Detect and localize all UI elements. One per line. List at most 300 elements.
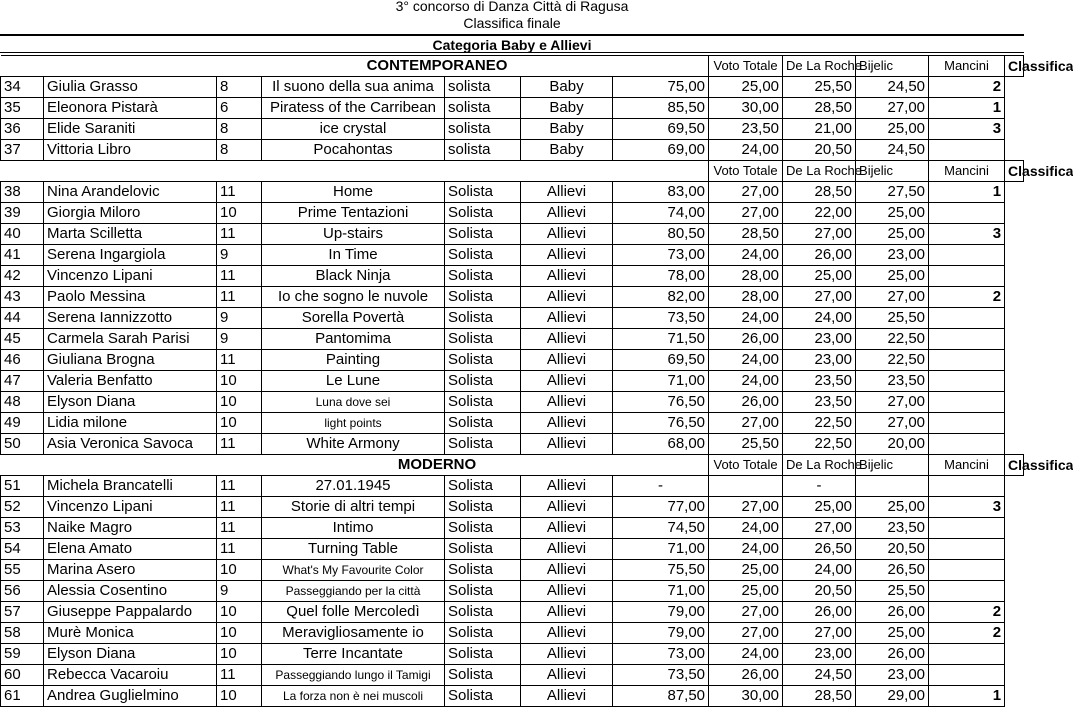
score-total: 78,00 — [613, 266, 709, 287]
piece-title: White Armony — [262, 434, 445, 455]
performance-type: Solista — [445, 539, 521, 560]
ranking — [929, 665, 1005, 686]
score-total: 82,00 — [613, 287, 709, 308]
score-total: 77,00 — [613, 497, 709, 518]
entry-number: 48 — [1, 392, 44, 413]
entry-number: 60 — [1, 665, 44, 686]
entry-number: 44 — [1, 308, 44, 329]
ranking — [929, 560, 1005, 581]
score-de-la-roche: 28,00 — [709, 287, 783, 308]
performance-type: Solista — [445, 560, 521, 581]
dancer-age: 11 — [217, 287, 262, 308]
piece-title: Il suono della sua anima — [262, 77, 445, 98]
score-mancini: 22,50 — [856, 350, 929, 371]
dancer-name: Lidia milone — [44, 413, 217, 434]
age-category: Allievi — [521, 308, 613, 329]
performance-type: Solista — [445, 497, 521, 518]
header-mancini: Mancini — [929, 56, 1005, 77]
dancer-age: 8 — [217, 140, 262, 161]
header-voto-totale: Voto Totale — [709, 161, 783, 182]
table-row — [1, 371, 1024, 392]
table-row — [1, 203, 1024, 224]
piece-title: Home — [262, 182, 445, 203]
dancer-name: Andrea Guglielmino — [44, 686, 217, 707]
score-de-la-roche: 26,00 — [709, 392, 783, 413]
ranking — [929, 581, 1005, 602]
ranking — [929, 140, 1005, 161]
table-row — [1, 392, 1024, 413]
table-row — [1, 581, 1024, 602]
section-header-row — [1, 56, 1024, 77]
ranking: 2 — [929, 602, 1005, 623]
score-bijelic: 27,00 — [783, 287, 856, 308]
piece-title: Pocahontas — [262, 140, 445, 161]
piece-title: Le Lune — [262, 371, 445, 392]
score-mancini: 25,00 — [856, 497, 929, 518]
performance-type: Solista — [445, 203, 521, 224]
score-de-la-roche: 25,00 — [709, 560, 783, 581]
score-bijelic: 27,00 — [783, 623, 856, 644]
score-mancini: 23,00 — [856, 245, 929, 266]
ranking: 3 — [929, 497, 1005, 518]
score-bijelic: 21,00 — [783, 119, 856, 140]
score-bijelic: 25,00 — [783, 266, 856, 287]
entry-number: 40 — [1, 224, 44, 245]
header-classifica: Classifica — [1005, 56, 1024, 77]
performance-type: Solista — [445, 518, 521, 539]
score-de-la-roche: 27,00 — [709, 203, 783, 224]
score-mancini: 27,00 — [856, 413, 929, 434]
entry-number: 43 — [1, 287, 44, 308]
score-total: 74,50 — [613, 518, 709, 539]
score-bijelic: 22,00 — [783, 203, 856, 224]
score-mancini — [856, 476, 929, 497]
dancer-name: Giorgia Miloro — [44, 203, 217, 224]
piece-title: La forza non è nei muscoli — [262, 686, 445, 707]
score-de-la-roche: 30,00 — [709, 98, 783, 119]
header-voto-totale: Voto Totale — [709, 56, 783, 77]
score-total: 79,00 — [613, 602, 709, 623]
ranking — [929, 329, 1005, 350]
score-bijelic: - — [783, 476, 856, 497]
dancer-age: 6 — [217, 98, 262, 119]
category-header: Categoria Baby e Allievi — [0, 34, 1024, 53]
ranking: 1 — [929, 182, 1005, 203]
table-row — [1, 350, 1024, 371]
entry-number: 61 — [1, 686, 44, 707]
entry-number: 58 — [1, 623, 44, 644]
dancer-name: Carmela Sarah Parisi — [44, 329, 217, 350]
score-total: 68,00 — [613, 434, 709, 455]
piece-title: What's My Favourite Color — [262, 560, 445, 581]
score-mancini: 27,00 — [856, 98, 929, 119]
dancer-name: Marina Asero — [44, 560, 217, 581]
piece-title: Terre Incantate — [262, 644, 445, 665]
score-bijelic: 24,00 — [783, 560, 856, 581]
entry-number: 59 — [1, 644, 44, 665]
dancer-age: 11 — [217, 224, 262, 245]
score-de-la-roche: 26,00 — [709, 665, 783, 686]
performance-type: Solista — [445, 623, 521, 644]
entry-number: 39 — [1, 203, 44, 224]
entry-number: 35 — [1, 98, 44, 119]
performance-type: Solista — [445, 287, 521, 308]
performance-type: Solista — [445, 644, 521, 665]
score-de-la-roche: 28,00 — [709, 266, 783, 287]
table-row — [1, 602, 1024, 623]
score-bijelic: 28,50 — [783, 182, 856, 203]
age-category: Allievi — [521, 287, 613, 308]
table-row — [1, 308, 1024, 329]
document-title: 3° concorso di Danza Città di Ragusa — [395, 0, 629, 14]
header-bijelic: Bijelic — [856, 161, 929, 182]
score-total: 83,00 — [613, 182, 709, 203]
score-mancini: 27,00 — [856, 392, 929, 413]
entry-number: 38 — [1, 182, 44, 203]
performance-type: Solista — [445, 224, 521, 245]
ranking — [929, 518, 1005, 539]
age-category: Allievi — [521, 560, 613, 581]
score-bijelic: 24,50 — [783, 665, 856, 686]
dancer-age: 11 — [217, 518, 262, 539]
age-category: Baby — [521, 98, 613, 119]
score-bijelic: 25,50 — [783, 77, 856, 98]
section-spacer — [1, 161, 262, 182]
ranking — [929, 539, 1005, 560]
dancer-name: Giulia Grasso — [44, 77, 217, 98]
ranking: 2 — [929, 623, 1005, 644]
score-de-la-roche: 27,00 — [709, 623, 783, 644]
piece-title: Meravigliosamente io — [262, 623, 445, 644]
score-bijelic: 28,50 — [783, 686, 856, 707]
piece-title: In Time — [262, 245, 445, 266]
age-category: Allievi — [521, 245, 613, 266]
score-total: - — [613, 476, 709, 497]
score-de-la-roche: 25,00 — [709, 77, 783, 98]
table-row — [1, 476, 1024, 497]
dancer-name: Valeria Benfatto — [44, 371, 217, 392]
piece-title: Passeggiando lungo il Tamigi — [262, 665, 445, 686]
piece-title: Storie di altri tempi — [262, 497, 445, 518]
age-category: Allievi — [521, 665, 613, 686]
ranking — [929, 266, 1005, 287]
score-bijelic: 20,50 — [783, 581, 856, 602]
score-total: 73,00 — [613, 245, 709, 266]
age-category: Baby — [521, 119, 613, 140]
score-total: 76,50 — [613, 392, 709, 413]
score-bijelic: 22,50 — [783, 434, 856, 455]
piece-title: Piratess of the Carribean — [262, 98, 445, 119]
table-row — [1, 413, 1024, 434]
dancer-name: Nina Arandelovic — [44, 182, 217, 203]
entry-number: 52 — [1, 497, 44, 518]
dancer-age: 10 — [217, 371, 262, 392]
score-bijelic: 20,50 — [783, 140, 856, 161]
entry-number: 50 — [1, 434, 44, 455]
dancer-age: 9 — [217, 245, 262, 266]
piece-title: Black Ninja — [262, 266, 445, 287]
score-bijelic: 27,00 — [783, 224, 856, 245]
score-de-la-roche: 24,00 — [709, 245, 783, 266]
entry-number: 42 — [1, 266, 44, 287]
dancer-name: Vincenzo Lipani — [44, 266, 217, 287]
table-row — [1, 644, 1024, 665]
score-total: 71,50 — [613, 329, 709, 350]
table-row — [1, 77, 1024, 98]
dancer-age: 9 — [217, 308, 262, 329]
score-de-la-roche: 24,00 — [709, 518, 783, 539]
dancer-age: 10 — [217, 203, 262, 224]
dancer-name: Serena Ingargiola — [44, 245, 217, 266]
dancer-age: 11 — [217, 497, 262, 518]
performance-type: Solista — [445, 182, 521, 203]
header-bijelic: Bijelic — [856, 455, 929, 476]
score-bijelic: 23,00 — [783, 644, 856, 665]
dancer-name: Elyson Diana — [44, 392, 217, 413]
age-category: Allievi — [521, 539, 613, 560]
table-row — [1, 224, 1024, 245]
performance-type: Solista — [445, 686, 521, 707]
entry-number: 57 — [1, 602, 44, 623]
ranking: 3 — [929, 119, 1005, 140]
score-de-la-roche: 23,50 — [709, 119, 783, 140]
performance-type: Solista — [445, 665, 521, 686]
score-total: 85,50 — [613, 98, 709, 119]
dancer-name: Michela Brancatelli — [44, 476, 217, 497]
score-de-la-roche: 24,00 — [709, 350, 783, 371]
score-mancini: 25,00 — [856, 119, 929, 140]
section-spacer — [613, 455, 709, 476]
dancer-age: 9 — [217, 329, 262, 350]
score-de-la-roche: 25,50 — [709, 434, 783, 455]
score-total: 75,50 — [613, 560, 709, 581]
score-mancini: 25,50 — [856, 581, 929, 602]
header-de-la-roche: De La Roche — [783, 161, 856, 182]
dancer-age: 10 — [217, 602, 262, 623]
score-total: 69,00 — [613, 140, 709, 161]
entry-number: 51 — [1, 476, 44, 497]
table-row — [1, 560, 1024, 581]
section-title: CONTEMPORANEO — [262, 56, 613, 77]
age-category: Allievi — [521, 686, 613, 707]
header-bijelic: Bijelic — [856, 56, 929, 77]
dancer-name: Elena Amato — [44, 539, 217, 560]
header-voto-totale: Voto Totale — [709, 455, 783, 476]
ranking: 2 — [929, 77, 1005, 98]
score-bijelic: 26,00 — [783, 602, 856, 623]
score-total: 71,00 — [613, 581, 709, 602]
performance-type: Solista — [445, 413, 521, 434]
score-de-la-roche: 24,00 — [709, 644, 783, 665]
age-category: Allievi — [521, 602, 613, 623]
score-de-la-roche: 27,00 — [709, 602, 783, 623]
age-category: Allievi — [521, 371, 613, 392]
ranking — [929, 644, 1005, 665]
entry-number: 41 — [1, 245, 44, 266]
age-category: Baby — [521, 140, 613, 161]
section-spacer — [613, 56, 709, 77]
header-mancini: Mancini — [929, 161, 1005, 182]
age-category: Allievi — [521, 392, 613, 413]
section-title — [262, 161, 613, 182]
dancer-age: 11 — [217, 539, 262, 560]
ranking: 2 — [929, 287, 1005, 308]
score-bijelic: 24,00 — [783, 308, 856, 329]
header-mancini: Mancini — [929, 455, 1005, 476]
score-mancini: 25,00 — [856, 203, 929, 224]
dancer-age: 11 — [217, 182, 262, 203]
piece-title: light points — [262, 413, 445, 434]
dancer-name: Marta Scilletta — [44, 224, 217, 245]
ranking — [929, 434, 1005, 455]
score-total: 75,00 — [613, 77, 709, 98]
dancer-name: Serena Iannizzotto — [44, 308, 217, 329]
entry-number: 49 — [1, 413, 44, 434]
ranking — [929, 413, 1005, 434]
performance-type: Solista — [445, 266, 521, 287]
piece-title: Pantomima — [262, 329, 445, 350]
performance-type: Solista — [445, 329, 521, 350]
score-de-la-roche: 26,00 — [709, 329, 783, 350]
age-category: Allievi — [521, 476, 613, 497]
entry-number: 54 — [1, 539, 44, 560]
score-de-la-roche: 27,00 — [709, 182, 783, 203]
age-category: Allievi — [521, 497, 613, 518]
ranking — [929, 203, 1005, 224]
score-mancini: 25,50 — [856, 308, 929, 329]
performance-type: solista — [445, 119, 521, 140]
ranking — [929, 476, 1005, 497]
performance-type: solista — [445, 77, 521, 98]
dancer-name: Paolo Messina — [44, 287, 217, 308]
dancer-age: 11 — [217, 476, 262, 497]
dancer-name: Rebecca Vacaroiu — [44, 665, 217, 686]
ranking: 1 — [929, 686, 1005, 707]
table-row — [1, 266, 1024, 287]
table-row — [1, 497, 1024, 518]
age-category: Allievi — [521, 329, 613, 350]
ranking — [929, 371, 1005, 392]
entry-number: 34 — [1, 77, 44, 98]
score-mancini: 24,50 — [856, 77, 929, 98]
score-total: 71,00 — [613, 539, 709, 560]
ranking: 3 — [929, 224, 1005, 245]
entry-number: 37 — [1, 140, 44, 161]
score-total: 73,00 — [613, 644, 709, 665]
section-header-row — [1, 455, 1024, 476]
table-row — [1, 665, 1024, 686]
age-category: Allievi — [521, 350, 613, 371]
performance-type: Solista — [445, 476, 521, 497]
age-category: Allievi — [521, 581, 613, 602]
dancer-age: 10 — [217, 560, 262, 581]
age-category: Allievi — [521, 266, 613, 287]
dancer-age: 10 — [217, 686, 262, 707]
dancer-age: 10 — [217, 644, 262, 665]
score-bijelic: 23,50 — [783, 371, 856, 392]
age-category: Allievi — [521, 644, 613, 665]
table-row — [1, 140, 1024, 161]
results-table-body — [1, 56, 1073, 707]
piece-title: 27.01.1945 — [262, 476, 445, 497]
performance-type: Solista — [445, 308, 521, 329]
score-total: 79,00 — [613, 623, 709, 644]
performance-type: Solista — [445, 350, 521, 371]
piece-title: Prime Tentazioni — [262, 203, 445, 224]
section-spacer — [613, 161, 709, 182]
score-mancini: 26,00 — [856, 602, 929, 623]
dancer-age: 11 — [217, 434, 262, 455]
header-classifica: Classifica — [1005, 455, 1024, 476]
score-total: 73,50 — [613, 665, 709, 686]
table-row — [1, 434, 1024, 455]
table-row — [1, 686, 1024, 707]
piece-title: Intimo — [262, 518, 445, 539]
dancer-name: Giuseppe Pappalardo — [44, 602, 217, 623]
performance-type: solista — [445, 98, 521, 119]
dancer-name: Eleonora Pistarà — [44, 98, 217, 119]
ranking — [929, 308, 1005, 329]
dancer-name: Naike Magro — [44, 518, 217, 539]
entry-number: 53 — [1, 518, 44, 539]
score-total: 87,50 — [613, 686, 709, 707]
score-de-la-roche: 27,00 — [709, 413, 783, 434]
age-category: Allievi — [521, 224, 613, 245]
score-mancini: 23,50 — [856, 371, 929, 392]
table-row — [1, 287, 1024, 308]
age-category: Allievi — [521, 518, 613, 539]
performance-type: Solista — [445, 602, 521, 623]
score-bijelic: 28,50 — [783, 98, 856, 119]
ranking: 1 — [929, 98, 1005, 119]
table-row — [1, 182, 1024, 203]
dancer-age: 11 — [217, 665, 262, 686]
section-spacer — [1, 455, 262, 476]
score-mancini: 29,00 — [856, 686, 929, 707]
entry-number: 46 — [1, 350, 44, 371]
dancer-name: Alessia Cosentino — [44, 581, 217, 602]
score-bijelic: 26,00 — [783, 245, 856, 266]
ranking — [929, 392, 1005, 413]
dancer-name: Asia Veronica Savoca — [44, 434, 217, 455]
dancer-age: 8 — [217, 77, 262, 98]
score-bijelic: 23,00 — [783, 329, 856, 350]
score-bijelic: 26,50 — [783, 539, 856, 560]
score-mancini: 25,00 — [856, 266, 929, 287]
score-bijelic: 22,50 — [783, 413, 856, 434]
performance-type: Solista — [445, 581, 521, 602]
ranking — [929, 245, 1005, 266]
piece-title: Sorella Povertà — [262, 308, 445, 329]
score-de-la-roche: 28,50 — [709, 224, 783, 245]
score-mancini: 25,00 — [856, 224, 929, 245]
dancer-age: 10 — [217, 392, 262, 413]
score-total: 76,50 — [613, 413, 709, 434]
score-mancini: 23,50 — [856, 518, 929, 539]
score-de-la-roche: 30,00 — [709, 686, 783, 707]
age-category: Allievi — [521, 182, 613, 203]
table-row — [1, 119, 1024, 140]
header-de-la-roche: De La Roche — [783, 455, 856, 476]
performance-type: solista — [445, 140, 521, 161]
score-total: 69,50 — [613, 350, 709, 371]
piece-title: ice crystal — [262, 119, 445, 140]
score-de-la-roche: 27,00 — [709, 497, 783, 518]
score-total: 73,50 — [613, 308, 709, 329]
dancer-name: Elide Saraniti — [44, 119, 217, 140]
score-total: 69,50 — [613, 119, 709, 140]
score-de-la-roche: 24,00 — [709, 308, 783, 329]
